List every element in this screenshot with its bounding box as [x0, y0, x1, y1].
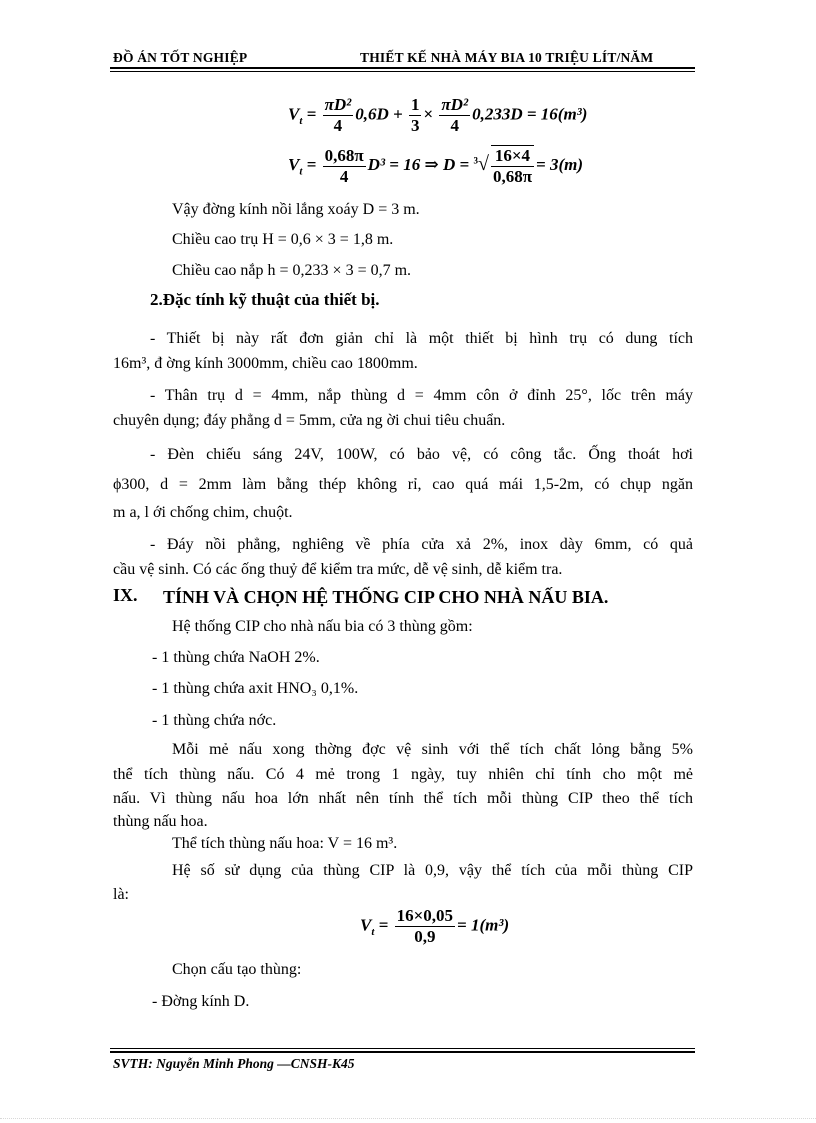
section-number-ix: IX.	[113, 585, 138, 605]
cip-tank-3: - 1 thùng chứa nớc.	[152, 712, 277, 729]
mash-line-2: thể tích thùng nấu. Có 4 mẻ trong 1 ngày, tuy nhiên chỉ tính cho một mẻ	[113, 766, 693, 783]
footer-rule	[110, 1051, 695, 1053]
choose-structure: Chọn cấu tạo thùng:	[172, 961, 302, 978]
bullet-1-line-2: 16m³, đ ờng kính 3000mm, chiều cao 1800mm.	[113, 355, 418, 372]
header-right: THIẾT KẾ NHÀ MÁY BIA 10 TRIỆU LÍT/NĂM	[360, 50, 654, 65]
mash-line-4: thùng nấu hoa.	[113, 813, 208, 830]
mash-line-3: nấu. Vì thùng nấu hoa lớn nhất nên tính thể tích mỗi thùng CIP theo thể tích	[113, 790, 693, 807]
hop-tank-volume: Thể tích thùng nấu hoa: V = 16 m³.	[172, 835, 398, 852]
bullet-3-line-3: m a, l ới chống chim, chuột.	[113, 504, 293, 521]
header-left: ĐỒ ÁN TỐT NGHIỆP	[113, 50, 248, 65]
equation-vt-2: $V_t$ = $\frac{0,68\pi}{4}$ D³ = 16 ⇒ D = $^3$√ $\frac{16\times 4}{0,68\pi}$ = 3(m)	[288, 145, 583, 186]
diameter-item: - Đờng kính D.	[152, 993, 250, 1010]
footer-author: SVTH: Nguyễn Minh Phong —CNSH-K45	[113, 1056, 355, 1071]
page-edge-divider	[0, 1118, 816, 1119]
mash-line-1: Mỗi mẻ nấu xong thờng đợc vệ sinh với thể tích chất lỏng bằng 5%	[172, 741, 693, 758]
bullet-4-line-1: - Đáy nồi phẳng, nghiêng về phía cửa xả 2%, inox dày 6mm, có quả	[150, 536, 693, 553]
coefficient-line-2: là:	[113, 886, 129, 903]
bullet-2-line-2: chuyên dụng; đáy phẳng d = 5mm, cửa ng ời chui tiêu chuẩn.	[113, 412, 506, 429]
equation-vt-3: $V_t$ = $\frac{16\times 0,05}{0,9}$ = 1(m³)	[360, 906, 510, 946]
equation-vt-1: $V_t$ = $\frac{\text{πD²}}{4}$ 0,6D + $\frac{1}{3}$ × $\frac{\text{πD²}}{4}$ 0,233D = 16(m³)	[288, 95, 588, 135]
section-heading-specs: 2.Đặc tính kỹ thuật của thiết bị.	[150, 290, 380, 309]
coefficient-line-1: Hệ số sử dụng của thùng CIP là 0,9, vậy thể tích của mỗi thùng CIP	[172, 862, 693, 879]
cylinder-height: Chiều cao trụ H = 0,6 × 3 = 1,8 m.	[172, 231, 394, 248]
header-rule-thin	[110, 71, 695, 72]
footer-rule-thin	[110, 1048, 695, 1049]
diameter-result: Vậy đờng kính nồi lắng xoáy D = 3 m.	[172, 201, 420, 218]
section-heading-cip: TÍNH VÀ CHỌN HỆ THỐNG CIP CHO NHÀ NẤU BIA.	[163, 587, 609, 607]
bullet-2-line-1: - Thân trụ d = 4mm, nắp thùng d = 4mm côn ở đỉnh 25°, lốc trên máy	[150, 387, 693, 404]
bullet-3-line-2: ϕ300, d = 2mm làm bằng thép không rỉ, cao quá mái 1,5-2m, có chụp ngăn	[113, 476, 693, 493]
cip-tank-1: - 1 thùng chứa NaOH 2%.	[152, 649, 320, 666]
bullet-3-line-1: - Đèn chiếu sáng 24V, 100W, có bảo vệ, có công tắc. Ống thoát hơi	[150, 446, 693, 463]
cip-intro: Hệ thống CIP cho nhà nấu bia có 3 thùng gồm:	[172, 618, 473, 635]
bullet-1-line-1: - Thiết bị này rất đơn giản chỉ là một thiết bị hình trụ có dung tích	[150, 330, 693, 347]
cip-tank-2: - 1 thùng chứa axit HNO₃ 0,1%.	[152, 680, 359, 697]
lid-height: Chiều cao nắp h = 0,233 × 3 = 0,7 m.	[172, 262, 412, 279]
bullet-4-line-2: cầu vệ sinh. Có các ống thuỷ để kiểm tra mức, dễ vệ sinh, dễ kiểm tra.	[113, 561, 563, 578]
header-rule	[110, 67, 695, 69]
